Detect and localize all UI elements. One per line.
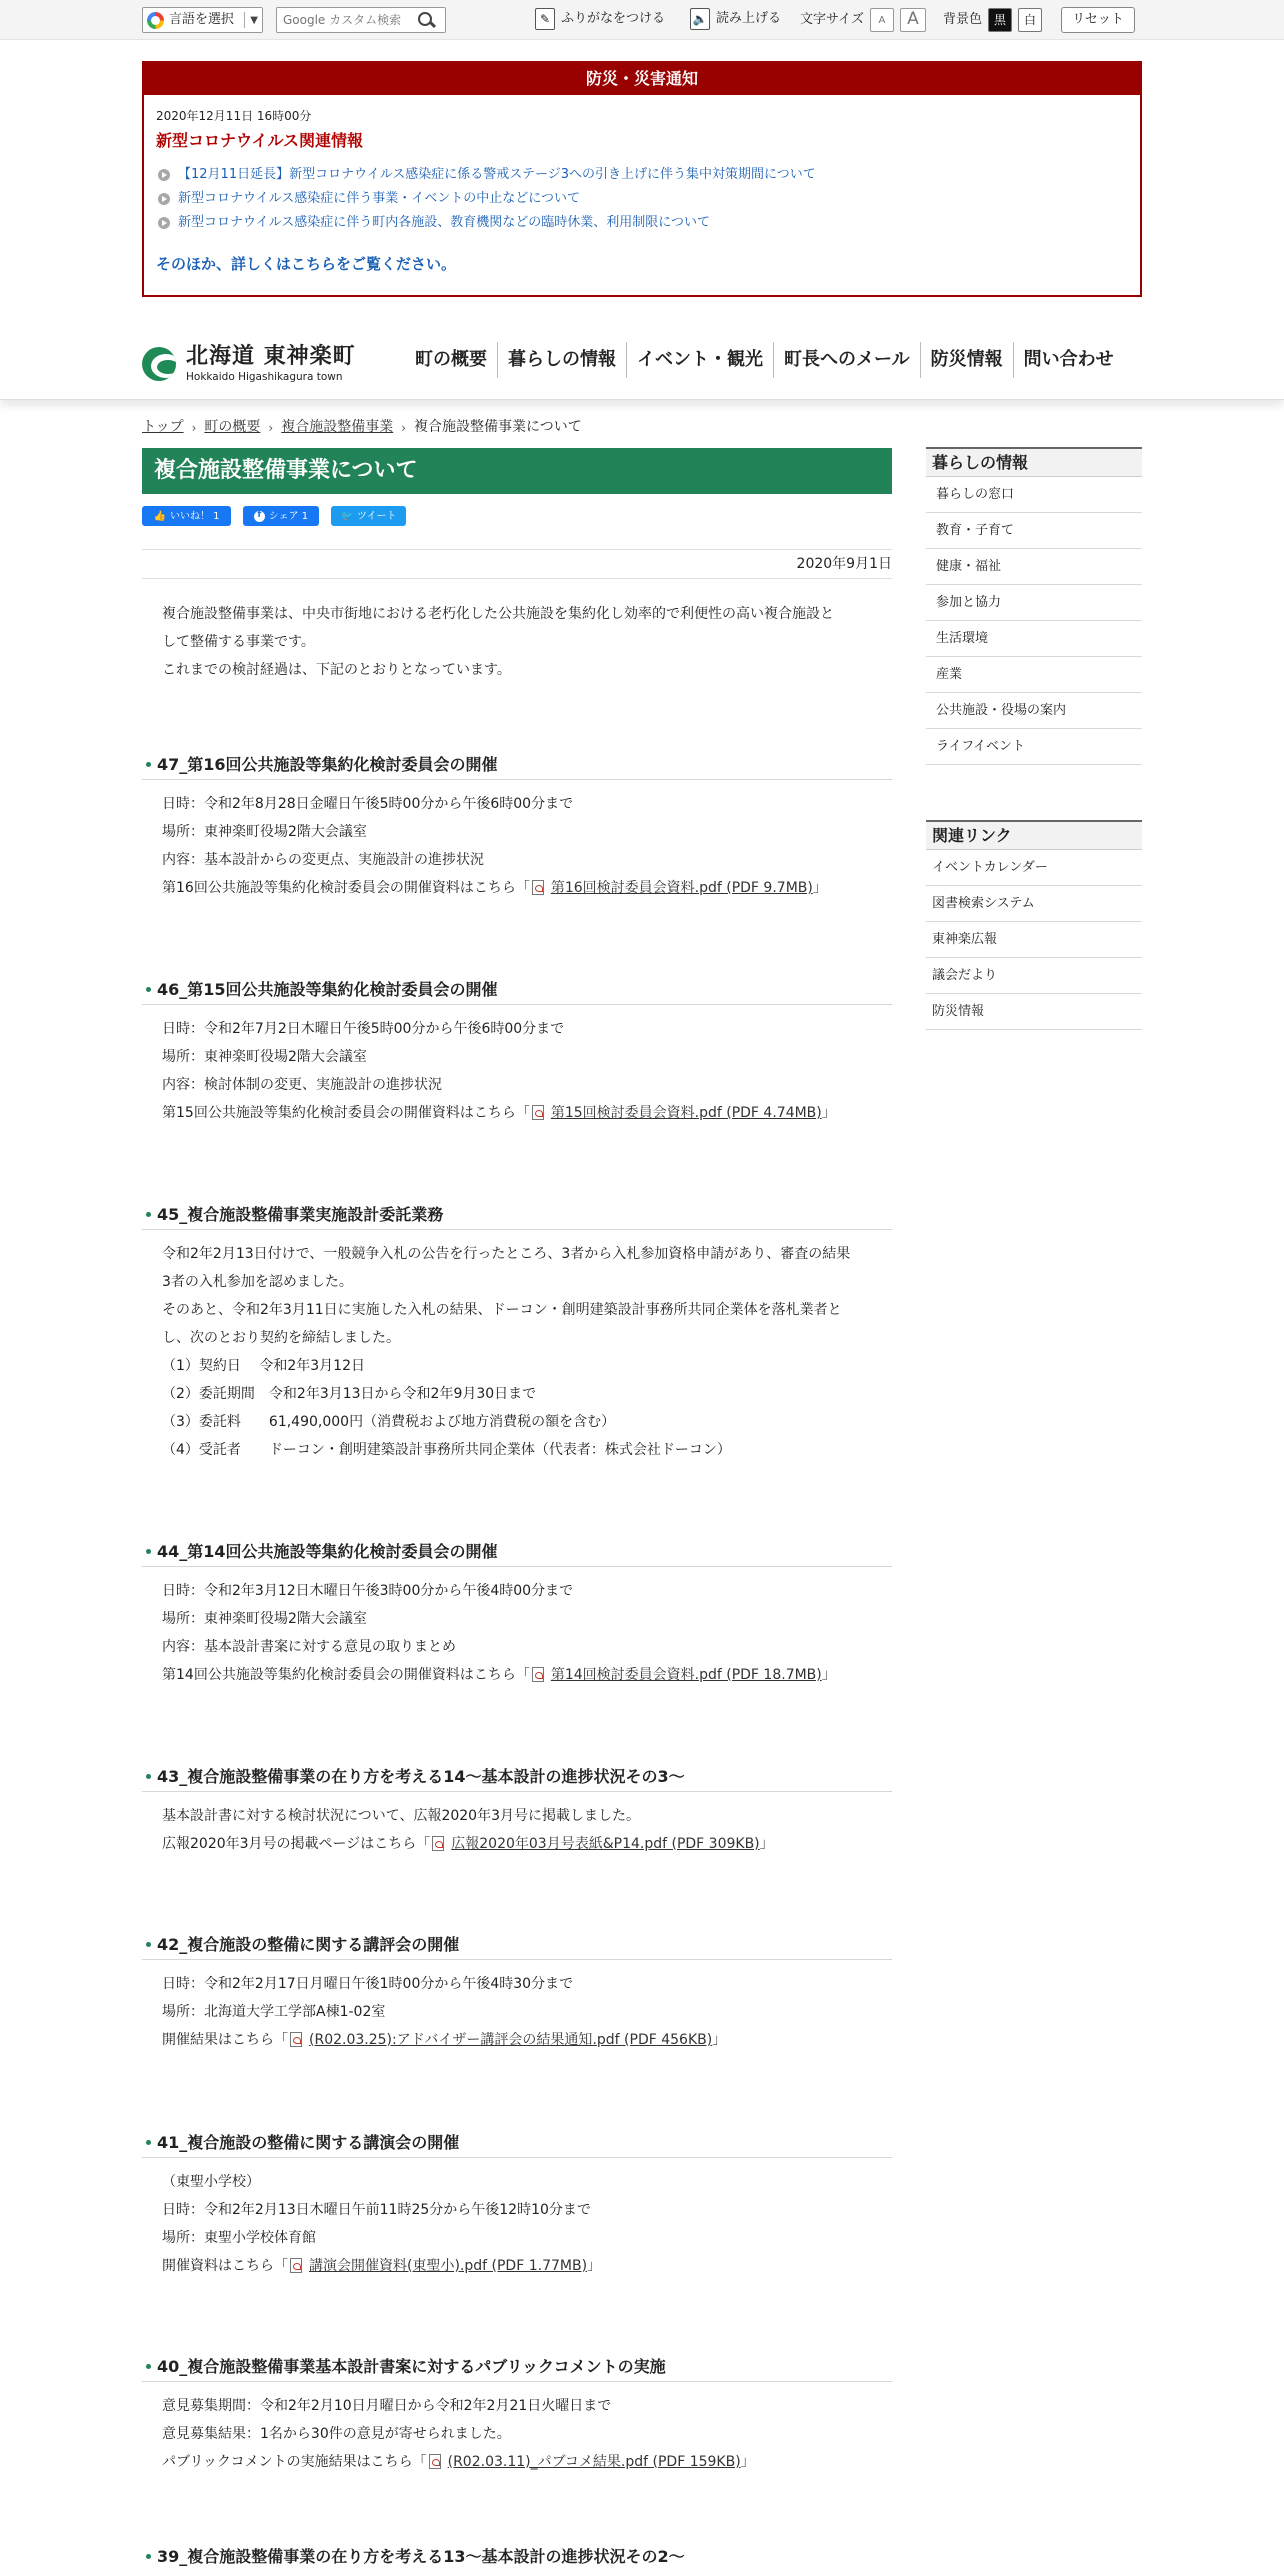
notice-link[interactable]: 【12月11日延長】新型コロナウイルス感染症に係る警戒ステージ3への引き上げに伴う集中対策期間について — [178, 167, 816, 183]
pdf-link[interactable]: 講演会開催資料(東聖小).pdf (PDF 1.77MB) — [309, 2258, 588, 2274]
nav-mail-to-mayor[interactable]: 町長へのメール — [773, 342, 920, 378]
section-line: 基本設計書に対する検討状況について、広報2020年3月号に掲載しました。 — [162, 1808, 640, 1824]
sidebar-heading: 暮らしの情報 — [926, 447, 1142, 477]
pdf-suffix: 」 — [821, 1667, 836, 1683]
section-line: （3）委託料 61,490,000円（消費税および地方消費税の額を含む） — [162, 1414, 616, 1430]
related-link[interactable]: 東神楽広報 — [926, 922, 1142, 958]
section-line: 意見募集結果：1名から30件の意見が寄せられました。 — [162, 2426, 511, 2442]
notice-title[interactable]: 新型コロナウイルス関連情報 — [156, 131, 364, 150]
like-label: いいね！ 1 — [169, 510, 220, 522]
publish-date: 2020年9月1日 — [796, 556, 892, 572]
chevron-down-icon: ▼ — [250, 14, 258, 26]
pdf-prefix: 広報2020年3月号の掲載ページはこちら「 — [162, 1836, 431, 1852]
pdf-suffix: 」 — [759, 1836, 774, 1852]
section-line: 場所：東神楽町役場2階大会議室 — [162, 1611, 367, 1627]
background-color-control — [943, 8, 1042, 32]
related-link[interactable]: 図書検索システム — [926, 886, 1142, 922]
site-logo[interactable] — [142, 344, 356, 384]
breadcrumb-project[interactable]: 複合施設整備事業 — [281, 419, 394, 435]
section-line: 内容：検討体制の変更、実施設計の進捗状況 — [162, 1077, 442, 1093]
tweet-label: ツイート — [356, 510, 397, 522]
search-box — [276, 7, 446, 33]
section-body — [142, 2382, 892, 2476]
bullet-icon — [146, 1549, 151, 1554]
content-section — [142, 2542, 892, 2568]
section-line: 日時：令和2年7月2日木曜日午後5時00分から午後6時00分まで — [162, 1021, 565, 1037]
section-heading-text: 40_複合施設整備事業基本設計書案に対するパブリックコメントの実施 — [157, 2356, 666, 2376]
section-body — [142, 1792, 892, 1858]
section-line: 日時：令和2年2月13日木曜日午前11時25分から午後12時10分まで — [162, 2202, 591, 2218]
breadcrumb-overview[interactable]: 町の概要 — [204, 419, 261, 435]
section-body — [142, 1005, 892, 1127]
notice-link[interactable]: 新型コロナウイルス感染症に伴う町内各施設、教育機関などの臨時休業、利用制限について — [178, 215, 710, 231]
bg-black-button[interactable]: 黒 — [988, 8, 1012, 32]
notice-list — [158, 163, 816, 235]
utility-bar — [0, 0, 1284, 40]
section-line: 場所：東聖小学校体育館 — [162, 2230, 316, 2246]
section-heading — [142, 1762, 892, 1792]
speaker-icon: 🔈 — [690, 8, 710, 30]
section-line: 場所：東神楽町役場2階大会議室 — [162, 1049, 367, 1065]
pdf-link[interactable]: 第16回検討委員会資料.pdf (PDF 9.7MB) — [550, 880, 813, 896]
content-section — [142, 1930, 892, 2054]
section-line: 内容：基本設計書案に対する意見の取りまとめ — [162, 1639, 456, 1655]
section-line: （2）委託期間 令和2年3月13日から令和2年9月30日まで — [162, 1386, 537, 1402]
intro-line: これまでの検討経過は、下記のとおりとなっています。 — [162, 662, 511, 678]
section-line: 日時：令和2年8月28日金曜日午後5時00分から午後6時00分まで — [162, 796, 574, 812]
section-line: 内容：基本設計からの変更点、実施設計の進捗状況 — [162, 852, 484, 868]
related-link[interactable]: 議会だより — [926, 958, 1142, 994]
town-emblem-icon — [142, 347, 176, 381]
content-section — [142, 2128, 892, 2280]
pdf-line — [162, 1661, 892, 1689]
nav-town-overview[interactable]: 町の概要 — [415, 349, 487, 370]
content-section — [142, 2352, 892, 2476]
notice-item[interactable] — [158, 163, 816, 187]
facebook-like-button[interactable] — [142, 506, 231, 526]
bullet-icon — [146, 2140, 151, 2145]
notice-header: 防災・災害通知 — [144, 63, 1140, 95]
sidebar-item[interactable]: 教育・子育て — [926, 513, 1142, 549]
section-line: そのあと、令和2年3月11日に実施した入札の結果、ドーコン・創明建築設計事務所共同企業体を落札業者と — [162, 1302, 842, 1318]
sidebar-living-info — [926, 447, 1142, 765]
nav-living-info[interactable]: 暮らしの情報 — [497, 342, 626, 378]
section-line: 場所：東神楽町役場2階大会議室 — [162, 824, 367, 840]
search-input[interactable] — [277, 8, 415, 32]
pdf-suffix: 」 — [821, 1105, 836, 1121]
facebook-share-button[interactable] — [243, 506, 319, 526]
pdf-prefix: パブリックコメントの実施結果はこちら「 — [162, 2454, 427, 2470]
bullet-icon — [146, 2364, 151, 2369]
language-selector-label: 言語を選択 — [169, 12, 235, 28]
tweet-button[interactable] — [331, 506, 406, 526]
related-link[interactable]: 防災情報 — [926, 994, 1142, 1030]
sidebar-item[interactable]: 参加と協力 — [926, 585, 1142, 621]
twitter-bird-icon: 🐦 — [340, 510, 353, 522]
bullet-icon — [146, 1212, 151, 1217]
pdf-prefix: 第14回公共施設等集約化検討委員会の開催資料はこちら「 — [162, 1667, 530, 1683]
section-heading — [142, 2128, 892, 2158]
pdf-prefix: 第16回公共施設等集約化検討委員会の開催資料はこちら「 — [162, 880, 530, 896]
pdf-suffix: 」 — [740, 2454, 755, 2470]
bg-color-label: 背景色 — [943, 12, 983, 28]
notice-link[interactable]: 新型コロナウイルス感染症に伴う事業・イベントの中止などについて — [178, 191, 580, 207]
breadcrumb-top[interactable]: トップ — [142, 419, 184, 435]
intro-text — [162, 600, 892, 684]
section-body — [142, 2158, 892, 2280]
logo-title: 北海道 東神楽町 — [186, 344, 356, 369]
notice-more-link[interactable]: そのほか、詳しくはこちらをご覧ください。 — [156, 255, 457, 273]
section-line: （東聖小学校） — [162, 2174, 260, 2190]
section-heading — [142, 2542, 892, 2568]
pdf-file-icon — [532, 1105, 544, 1120]
intro-line: 複合施設整備事業は、中央市街地における老朽化した公共施設を集約化し効率的で利便性の高い複合施設と — [162, 606, 834, 622]
notice-item[interactable] — [158, 211, 816, 235]
pdf-line — [162, 2252, 892, 2280]
pdf-link[interactable]: (R02.03.11)_パブコメ結果.pdf (PDF 159KB) — [447, 2454, 741, 2470]
facebook-icon: f — [254, 511, 265, 522]
section-heading-text: 43_複合施設整備事業の在り方を考える14～基本設計の進捗状況その3～ — [157, 1766, 685, 1786]
arrow-circle-icon — [158, 169, 170, 181]
arrow-circle-icon — [158, 193, 170, 205]
section-heading — [142, 1537, 892, 1567]
share-label: シェア 1 — [268, 510, 309, 522]
section-line: 日時：令和2年3月12日木曜日午後3時00分から午後4時00分まで — [162, 1583, 574, 1599]
pdf-file-icon — [290, 2258, 302, 2273]
section-line: （1）契約日 令和2年3月12日 — [162, 1358, 365, 1374]
pdf-link[interactable]: 第14回検討委員会資料.pdf (PDF 18.7MB) — [550, 1667, 822, 1683]
bullet-icon — [146, 987, 151, 992]
section-body — [142, 1230, 892, 1464]
pdf-suffix: 」 — [712, 2032, 727, 2048]
thumbs-up-icon: 👍 — [153, 510, 166, 522]
bullet-icon — [146, 1774, 151, 1779]
divider — [244, 12, 245, 28]
section-heading-text: 44_第14回公共施設等集約化検討委員会の開催 — [157, 1541, 498, 1561]
section-heading — [142, 975, 892, 1005]
section-line: 日時：令和2年2月17日月曜日午後1時00分から午後4時30分まで — [162, 1976, 574, 1992]
sidebar-item[interactable]: 生活環境 — [926, 621, 1142, 657]
pdf-line — [162, 2026, 892, 2054]
font-small-button[interactable]: A — [870, 8, 894, 32]
sidebar-heading: 関連リンク — [926, 820, 1142, 850]
bullet-icon — [146, 2554, 151, 2559]
pdf-link[interactable]: (R02.03.25):アドバイザー講評会の結果通知.pdf (PDF 456KB) — [309, 2032, 713, 2048]
notice-item[interactable] — [158, 187, 816, 211]
intro-line: して整備する事業です。 — [162, 634, 315, 650]
notice-date: 2020年12月11日 16時00分 — [156, 109, 312, 123]
font-size-label: 文字サイズ — [800, 12, 864, 28]
section-heading-text: 46_第15回公共施設等集約化検討委員会の開催 — [157, 979, 498, 999]
section-heading-text: 45_複合施設整備事業実施設計委託業務 — [157, 1204, 444, 1224]
nav-disaster-info[interactable]: 防災情報 — [920, 342, 1013, 378]
section-line: 場所：北海道大学工学部A棟1-02室 — [162, 2004, 386, 2020]
content-section — [142, 750, 892, 902]
pdf-line — [162, 2448, 892, 2476]
breadcrumb-current: 複合施設整備事業について — [414, 419, 582, 435]
reset-button[interactable]: リセット — [1061, 7, 1135, 33]
pdf-line — [162, 1099, 892, 1127]
section-heading-text: 47_第16回公共施設等集約化検討委員会の開催 — [157, 754, 498, 774]
bullet-icon — [146, 762, 151, 767]
section-heading — [142, 2352, 892, 2382]
section-heading-text: 39_複合施設整備事業の在り方を考える13～基本設計の進捗状況その2～ — [157, 2546, 685, 2566]
section-heading — [142, 1200, 892, 1230]
content-section — [142, 1762, 892, 1858]
pdf-file-icon — [432, 1836, 444, 1851]
pdf-suffix: 」 — [587, 2258, 602, 2274]
font-size-control — [800, 8, 926, 32]
section-heading — [142, 1930, 892, 1960]
site-header — [0, 320, 1284, 400]
chevron-right-icon: › — [401, 420, 407, 435]
sidebar-item[interactable]: 健康・福祉 — [926, 549, 1142, 585]
sidebar-item[interactable]: 暮らしの窓口 — [926, 477, 1142, 513]
content-section — [142, 1200, 892, 1464]
section-line: 3者の入札参加を認めました。 — [162, 1274, 353, 1290]
section-line: し、次のとおり契約を締結しました。 — [162, 1330, 400, 1346]
content-section — [142, 975, 892, 1127]
related-link[interactable]: イベントカレンダー — [926, 850, 1142, 886]
pdf-link[interactable]: 第15回検討委員会資料.pdf (PDF 4.74MB) — [550, 1105, 822, 1121]
arrow-circle-icon — [158, 217, 170, 229]
pdf-prefix: 第15回公共施設等集約化検討委員会の開催資料はこちら「 — [162, 1105, 530, 1121]
section-heading — [142, 750, 892, 780]
global-nav — [405, 342, 1124, 378]
pdf-file-icon — [429, 2454, 441, 2469]
section-body — [142, 780, 892, 902]
pdf-file-icon — [532, 1667, 544, 1682]
page-title: 複合施設整備事業について — [142, 448, 892, 494]
sidebar-related-links — [926, 820, 1142, 1030]
chevron-right-icon: › — [191, 420, 197, 435]
section-line: 令和2年2月13日付けで、一般競争入札の公告を行ったところ、3者から入札参加資格申請があり、審査の結果 — [162, 1246, 851, 1262]
read-aloud-label: 読み上げる — [716, 11, 782, 27]
section-heading-text: 42_複合施設の整備に関する講評会の開催 — [157, 1934, 460, 1954]
sidebar-item[interactable]: ライフイベント — [926, 729, 1142, 765]
bullet-icon — [146, 1942, 151, 1947]
font-large-button[interactable]: A — [900, 8, 926, 32]
pdf-link[interactable]: 広報2020年03月号表紙&P14.pdf (PDF 309KB) — [451, 1836, 760, 1852]
nav-events-tourism[interactable]: イベント・観光 — [626, 342, 773, 378]
section-body — [142, 1960, 892, 2054]
read-aloud-button[interactable] — [690, 8, 781, 30]
search-icon[interactable] — [415, 9, 437, 31]
furigana-button[interactable] — [535, 8, 665, 30]
language-selector[interactable] — [142, 7, 263, 33]
breadcrumb — [142, 417, 582, 438]
section-body — [142, 1567, 892, 1689]
pdf-file-icon — [290, 2032, 302, 2047]
pdf-suffix: 」 — [812, 880, 827, 896]
section-line: 意見募集期間：令和2年2月10日月曜日から令和2年2月21日火曜日まで — [162, 2398, 612, 2414]
chevron-right-icon: › — [268, 420, 274, 435]
sidebar-item[interactable]: 産業 — [926, 657, 1142, 693]
pencil-icon: ✎ — [535, 8, 555, 30]
date-bar — [142, 549, 892, 579]
content-section — [142, 1537, 892, 1689]
nav-contact[interactable]: 問い合わせ — [1013, 342, 1124, 378]
pdf-file-icon — [532, 880, 544, 895]
pdf-prefix: 開催資料はこちら「 — [162, 2258, 288, 2274]
pdf-line — [162, 1830, 892, 1858]
furigana-label: ふりがなをつける — [561, 11, 666, 27]
disaster-notice — [142, 61, 1142, 297]
bg-white-button[interactable]: 白 — [1018, 8, 1042, 32]
section-line: （4）受託者 ドーコン・創明建築設計事務所共同企業体（代表者：株式会社ドーコン） — [162, 1442, 731, 1458]
pdf-line — [162, 874, 892, 902]
section-heading-text: 41_複合施設の整備に関する講演会の開催 — [157, 2132, 460, 2152]
logo-subtitle: Hokkaido Higashikagura town — [186, 371, 343, 383]
pdf-prefix: 開催結果はこちら「 — [162, 2032, 288, 2048]
sidebar-item[interactable]: 公共施設・役場の案内 — [926, 693, 1142, 729]
google-icon — [147, 12, 164, 29]
